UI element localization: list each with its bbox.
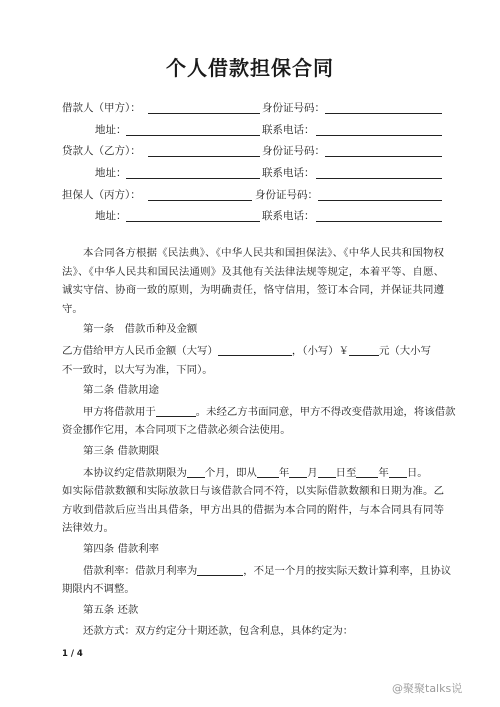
clause1-title: 第一条 借款币种及金额 bbox=[83, 323, 198, 336]
intro-paragraph: 本合同各方根据《民法典》、《中华人民共和国担保法》、《中华人民共和国物权法》、《中华人民共和国民法通则》及其他有关法律法规等规定，本着平等、自愿、诚实守信、协商一致的原则，为明确责任，恪守信用，签订本合同，并保证共同遵守。 bbox=[62, 247, 444, 315]
clause2-title: 第二条 借款用途 bbox=[83, 384, 160, 397]
lender-phone-label: 联系电话： bbox=[262, 167, 315, 180]
monthly-rate-field[interactable] bbox=[197, 563, 243, 576]
borrower-name-field[interactable] bbox=[148, 113, 260, 114]
borrower-label: 借款人（甲方）： bbox=[62, 102, 141, 114]
end-year-field[interactable] bbox=[356, 465, 378, 478]
page-number: 1 / 4 bbox=[62, 649, 83, 659]
clause3-line1: 本协议约定借款期限为 个月，即从 年 月 日至 年 日。 bbox=[83, 466, 428, 479]
borrower-address-label: 地址： bbox=[95, 123, 127, 136]
start-month-field[interactable] bbox=[289, 465, 307, 478]
start-day-field[interactable] bbox=[318, 465, 336, 478]
clause3-title: 第三条 借款期限 bbox=[83, 444, 160, 457]
borrower-row bbox=[62, 98, 442, 120]
loan-purpose-field[interactable] bbox=[156, 404, 196, 417]
lender-address-row bbox=[62, 163, 442, 185]
watermark: @聚聚talks说 bbox=[392, 682, 463, 695]
clause5-line1: 还款方式：双方约定分十期还款，包含利息，具体约定为： bbox=[83, 625, 354, 638]
guarantor-address-label: 地址： bbox=[95, 210, 127, 223]
lender-id-label: 身份证号码： bbox=[262, 145, 325, 158]
clause4-title: 第四条 借款利率 bbox=[83, 542, 160, 555]
amount-uppercase-field[interactable] bbox=[218, 343, 292, 356]
clause3-paragraph: 如实际借款数额和实际放款日与该借款合同不符，以实际借款数额和日期为准。乙方收到借款后应当出具借条，甲方出具的借据为本合同的附件，与本合同具有同等法律效力。 bbox=[62, 485, 444, 535]
clause4-line2: 期限内不调整。 bbox=[62, 583, 135, 596]
amount-lowercase-field[interactable] bbox=[349, 343, 379, 356]
lender-row bbox=[62, 141, 442, 163]
parties-section bbox=[62, 98, 442, 228]
clause5-title: 第五条 还款 bbox=[83, 603, 139, 616]
clause1-line2: 不一致时，以大写为准，下同）。 bbox=[62, 363, 213, 376]
guarantor-id-label: 身份证号码： bbox=[255, 188, 318, 201]
borrower-address-field[interactable] bbox=[126, 135, 260, 136]
lender-label: 贷款人（乙方）： bbox=[62, 145, 141, 158]
guarantor-phone-field[interactable] bbox=[316, 221, 442, 222]
contract-body bbox=[62, 244, 456, 641]
borrower-phone-field[interactable] bbox=[316, 135, 442, 136]
clause1-line1: 乙方借给甲方人民币金额（大写） ，（小写）￥ 元（大小写 bbox=[62, 344, 431, 357]
guarantor-phone-label: 联系电话： bbox=[262, 210, 315, 223]
guarantor-label: 担保人（丙方）： bbox=[62, 188, 141, 201]
guarantor-address-field[interactable] bbox=[126, 221, 260, 222]
clause2-line2: 资金挪作它用，本合同项下之借款必须合法使用。 bbox=[62, 424, 291, 437]
lender-address-field[interactable] bbox=[126, 178, 260, 179]
borrower-address-row bbox=[62, 120, 442, 142]
lender-name-field[interactable] bbox=[148, 156, 260, 157]
end-month-field[interactable] bbox=[389, 465, 407, 478]
borrower-id-label: 身份证号码： bbox=[262, 102, 325, 114]
loan-months-field[interactable] bbox=[187, 465, 205, 478]
guarantor-row bbox=[62, 185, 442, 207]
clause2-line1: 甲方将借款用于 。未经乙方书面同意，甲方不得改变借款用途，将该借款 bbox=[83, 405, 456, 418]
borrower-phone-label: 联系电话： bbox=[262, 123, 315, 136]
document-title: 个人借款担保合同 bbox=[166, 56, 334, 80]
guarantor-address-row bbox=[62, 206, 442, 228]
guarantor-id-field[interactable] bbox=[318, 200, 442, 201]
lender-id-field[interactable] bbox=[325, 156, 442, 157]
borrower-id-field[interactable] bbox=[325, 113, 442, 114]
start-year-field[interactable] bbox=[257, 465, 279, 478]
guarantor-name-field[interactable] bbox=[148, 200, 252, 201]
clause4-line1: 借款利率：借款月利率为 ，不足一个月的按实际天数计算利率，且协议 bbox=[83, 564, 452, 577]
lender-phone-field[interactable] bbox=[316, 178, 442, 179]
lender-address-label: 地址： bbox=[95, 167, 127, 180]
